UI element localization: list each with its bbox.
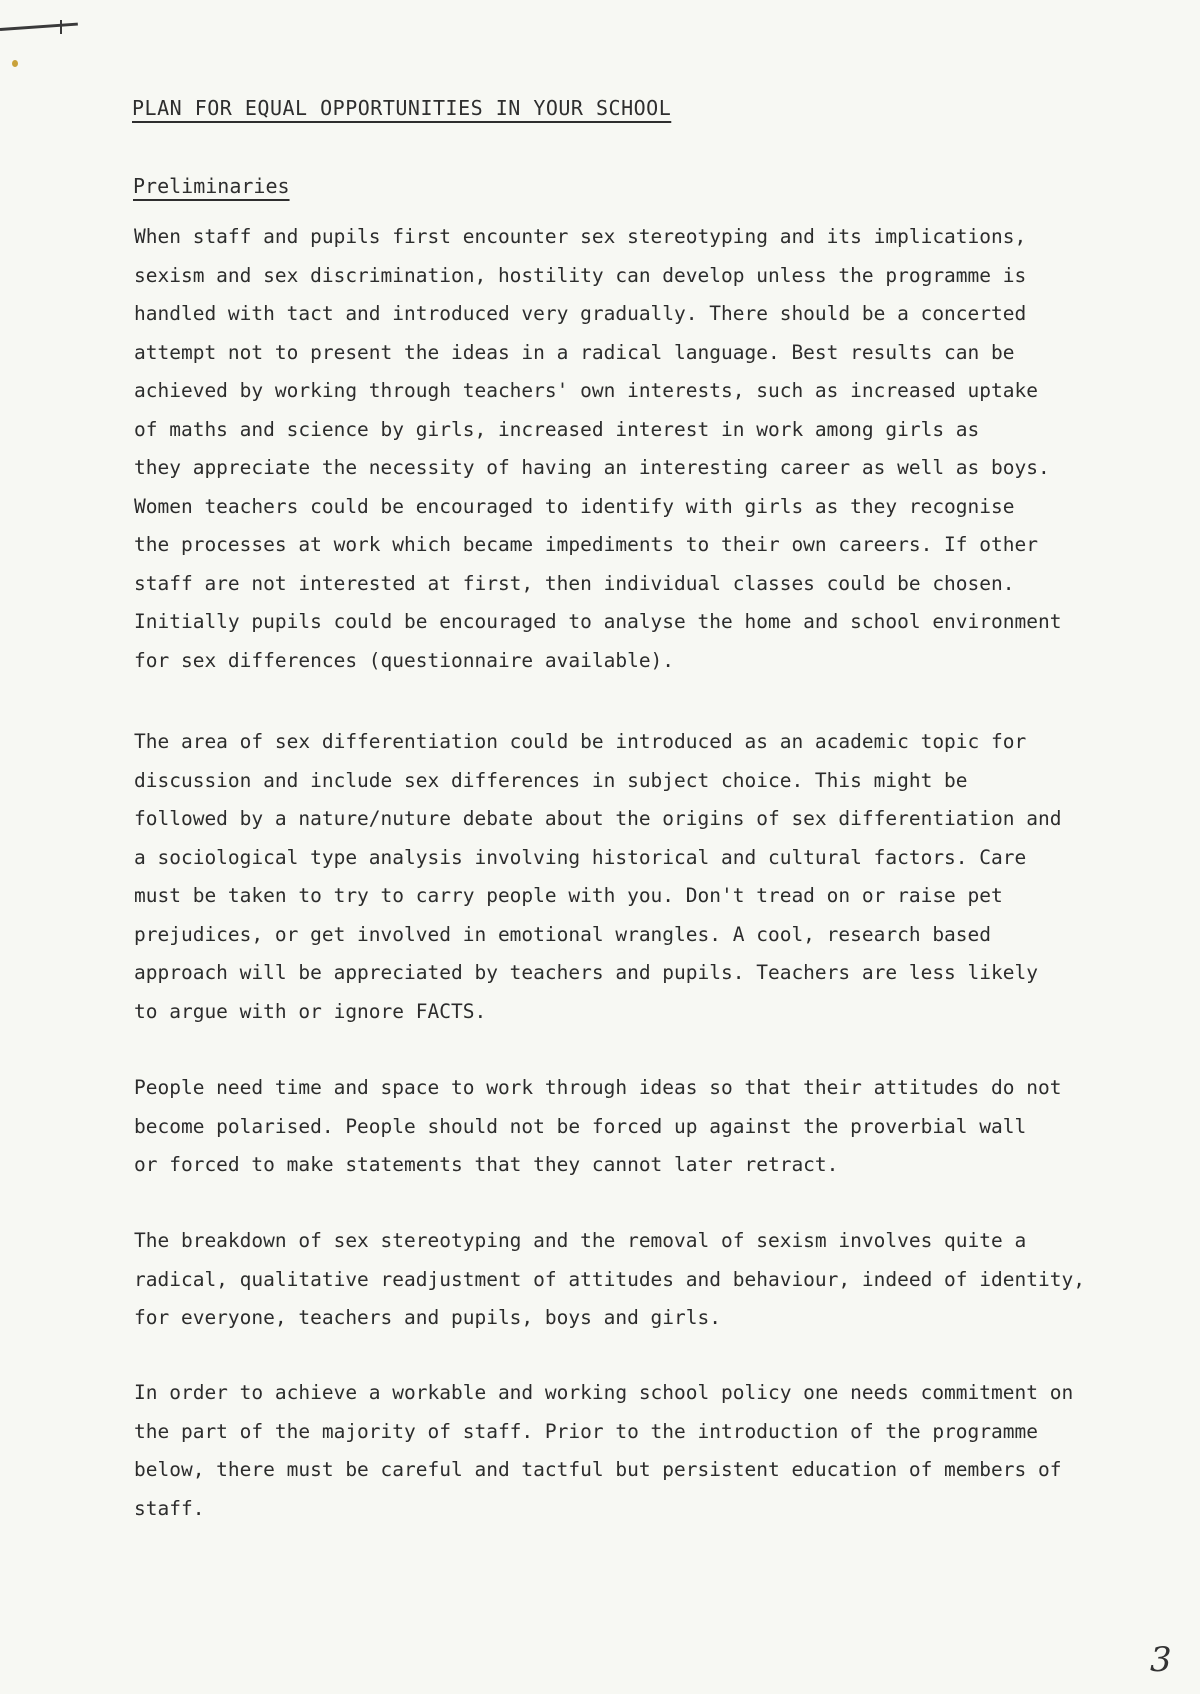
scan-mark-tick — [60, 20, 62, 34]
paragraph: The area of sex differentiation could be introduced as an academic topic for discussion and include sex differences in subject choice. This might be followed by a nature/nuture debate about the origins of sex differentiation and a sociological type analysis involving historical and cultural factors. Care must be taken to try to carry people with you. Don't tread on or raise pet prejudices, or get involved in emotional wrangles. A cool, research based approach will be appreciated by teachers and pupils. Teachers are less likely to argue with or ignore FACTS. — [134, 730, 1062, 1023]
paragraph: In order to achieve a workable and working school policy one needs commitment on the part of the majority of staff. Prior to the introduction of the programme below, there must be careful and tactful but persistent education of members of staff. — [134, 1381, 1074, 1520]
scan-mark — [0, 23, 78, 31]
page-number: 3 — [1150, 1640, 1172, 1680]
paragraph: People need time and space to work through ideas so that their attitudes do not become polarised. People should not be forced up against the proverbial wall or forced to make statements that they cannot later retract. — [134, 1076, 1062, 1176]
section-heading: Preliminaries — [133, 174, 290, 198]
paragraph: When staff and pupils first encounter sex stereotyping and its implications, sexism and sex discrimination, hostility can develop unless the programme is handled with tact and introduced very gradually. There should be a concerted attempt not to present the ideas in a radical language. Best results can be achieved by working through teachers' own interests, such as increased uptake of maths and science by girls, increased interest in work among girls as they appreciate the necessity of having an interesting career as well as boys. Women teachers could be encouraged to identify with girls as they recognise the processes at work which became impediments to their own careers. If other staff are not interested at first, then individual classes could be chosen. Initially pupils could be encouraged to analyse the home and school environment for sex differences (questionnaire available). — [134, 225, 1062, 672]
paragraph: The breakdown of sex stereotyping and the removal of sexism involves quite a radical, qualitative readjustment of attitudes and behaviour, indeed of identity, for everyone, teachers and pupils, boys and girls. — [134, 1229, 1085, 1329]
scan-dot — [12, 60, 18, 67]
page-title: PLAN FOR EQUAL OPPORTUNITIES IN YOUR SCHOOL — [132, 96, 672, 120]
